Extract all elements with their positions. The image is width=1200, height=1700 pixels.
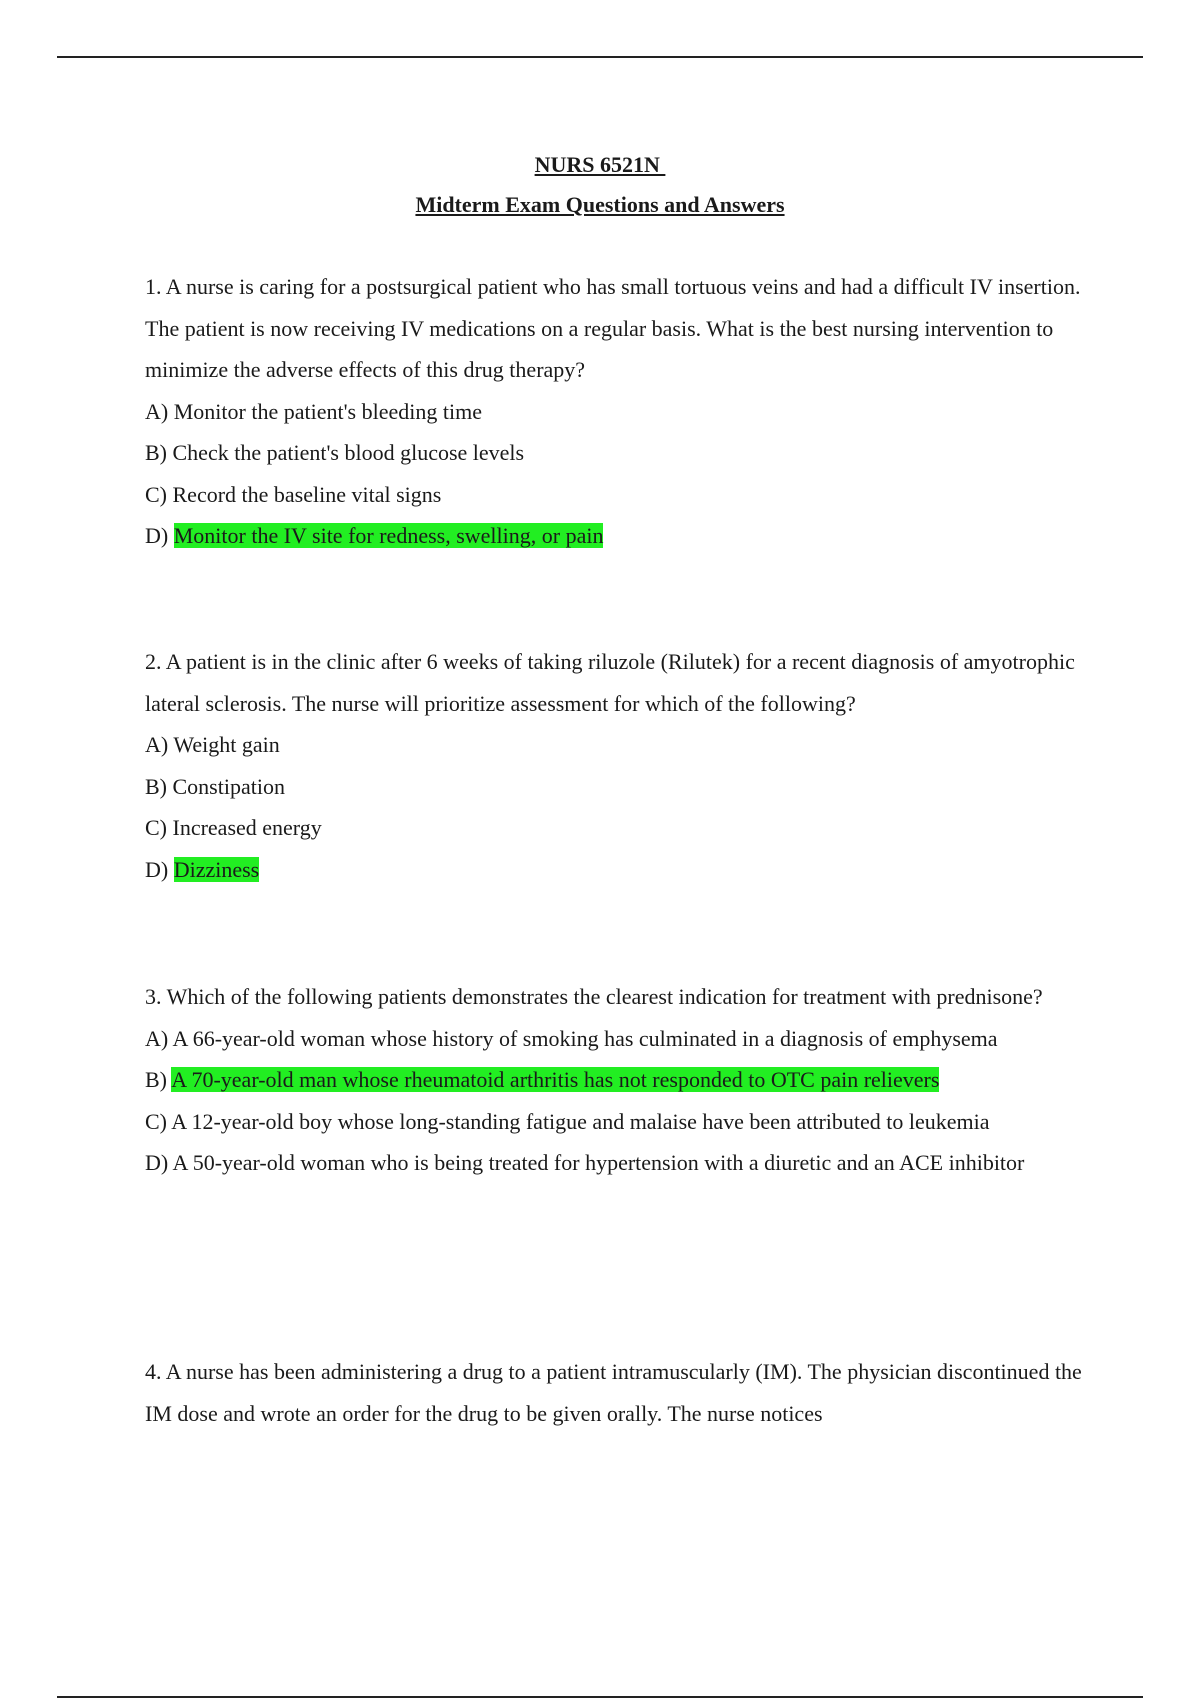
option-letter: B) <box>145 440 167 465</box>
option-b <box>145 766 1085 808</box>
option-letter: B) <box>145 1067 167 1092</box>
option-text: A 12-year-old boy whose long-standing fatigue and malaise have been attributed to leukemia <box>171 1108 990 1134</box>
option-letter: A) <box>145 398 169 424</box>
highlighted-correct-answer: A 70-year-old man whose rheumatoid arthritis has not responded to OTC pain relievers <box>171 1067 940 1092</box>
option-d <box>145 1142 1085 1184</box>
option-text: Record the baseline vital signs <box>172 481 442 507</box>
question-1 <box>145 266 1085 557</box>
option-text: Constipation <box>172 773 285 799</box>
answer-options <box>145 1018 1085 1184</box>
option-c <box>145 807 1085 849</box>
option-letter: D) <box>145 523 169 548</box>
option-letter: D) <box>145 1150 169 1175</box>
option-a <box>145 724 1085 766</box>
option-letter: C) <box>145 481 167 507</box>
option-text: Increased energy <box>172 815 322 840</box>
question-stem: 4. A nurse has been administering a drug to a patient intramuscularly (IM). The physician discontinued the IM dose and wrote an order for the drug to be given orally. The nurse notices <box>145 1359 1082 1426</box>
question-4 <box>145 1351 1085 1434</box>
option-letter: C) <box>145 1108 167 1134</box>
question-stem: 1. A nurse is caring for a postsurgical patient who has small tortuous veins and had a difficult IV insertion. The patient is now receiving IV medications on a regular basis. What is the best nursing intervention to minimize the adverse effects of this drug therapy? <box>145 274 1081 382</box>
option-text: A 50-year-old woman who is being treated for hypertension with a diuretic and an ACE inhibitor <box>172 1150 1025 1175</box>
course-title: NURS 6521N <box>534 152 666 177</box>
answer-options <box>145 391 1085 557</box>
option-text: Check the patient's blood glucose levels <box>172 440 525 465</box>
option-letter: C) <box>145 815 167 840</box>
option-a <box>145 391 1085 433</box>
option-d <box>145 515 1085 557</box>
bottom-rule <box>57 1696 1143 1698</box>
option-letter: D) <box>145 856 169 882</box>
highlighted-correct-answer: Monitor the IV site for redness, swelling, or pain <box>173 523 604 548</box>
question-3 <box>145 976 1085 1184</box>
option-text: Monitor the patient's bleeding time <box>173 398 482 424</box>
option-text: A 66-year-old woman whose history of smoking has culminated in a diagnosis of emphysema <box>172 1025 998 1051</box>
question-stem: 2. A patient is in the clinic after 6 weeks of taking riluzole (Rilutek) for a recent diagnosis of amyotrophic lateral sclerosis. The nurse will prioritize assessment for which of the following? <box>145 649 1075 716</box>
document-header <box>0 145 1200 225</box>
document-subtitle: Midterm Exam Questions and Answers <box>415 192 785 217</box>
option-text: Weight gain <box>173 732 280 757</box>
option-c <box>145 474 1085 516</box>
highlighted-correct-answer: Dizziness <box>173 856 260 882</box>
answer-options <box>145 724 1085 890</box>
option-d <box>145 849 1085 891</box>
option-b <box>145 1059 1085 1101</box>
question-2 <box>145 641 1085 890</box>
option-letter: B) <box>145 773 167 799</box>
option-b <box>145 432 1085 474</box>
question-stem: 3. Which of the following patients demonstrates the clearest indication for treatment with prednisone? <box>145 984 1043 1009</box>
option-a <box>145 1018 1085 1060</box>
option-letter: A) <box>145 1025 169 1051</box>
top-rule <box>57 56 1143 58</box>
option-c <box>145 1101 1085 1143</box>
option-letter: A) <box>145 732 169 757</box>
